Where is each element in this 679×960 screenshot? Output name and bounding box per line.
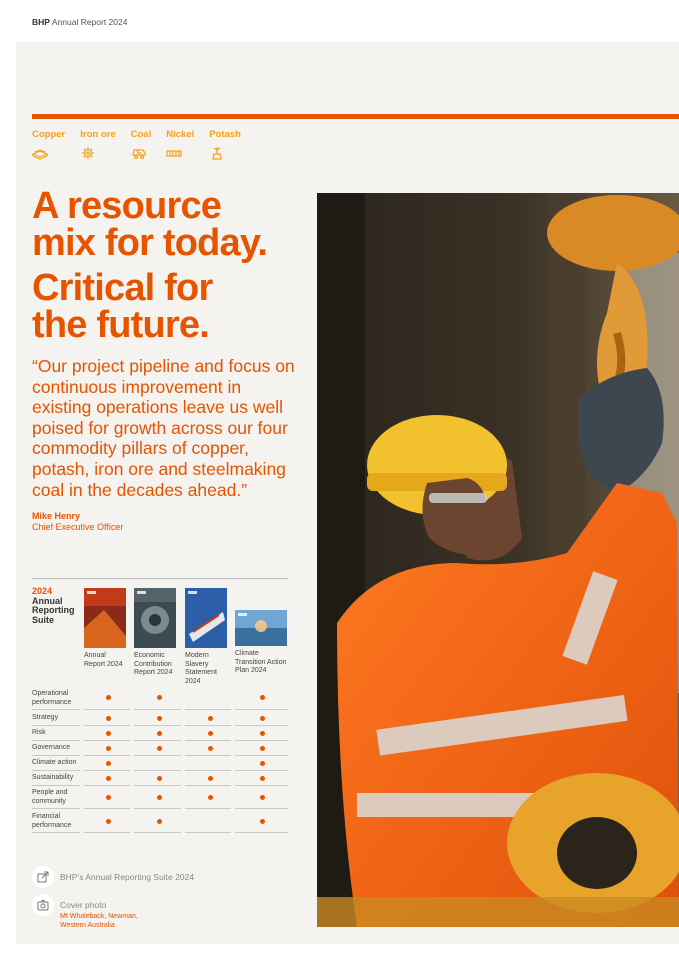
coal-icon: [131, 146, 147, 160]
coverage-dot: [106, 776, 111, 781]
coverage-dot: [260, 819, 265, 824]
headline-line: mix for today.: [32, 222, 268, 264]
coverage-dot: [260, 761, 265, 766]
accent-rule: [32, 114, 679, 119]
nickel-icon: [166, 146, 182, 160]
report-cover-climate[interactable]: [235, 588, 287, 676]
coverage-dot: [157, 776, 162, 781]
coverage-dot: [106, 819, 111, 824]
commodity-label: Potash: [209, 129, 241, 140]
cover-photo-credit: [32, 894, 138, 930]
suite-title-line: Suite: [32, 614, 55, 625]
commodity-label: Nickel: [166, 129, 195, 140]
matrix-row-label: Strategy: [32, 714, 59, 721]
commodity-iron-ore: [80, 129, 115, 160]
commodity-nickel: [166, 129, 194, 160]
commodity-label: Copper: [32, 129, 66, 140]
coverage-dot: [208, 746, 213, 751]
commodity-list: [32, 129, 256, 160]
report-cover-economic[interactable]: [134, 588, 176, 678]
coverage-dot: [106, 716, 111, 721]
coverage-dot: [106, 761, 111, 766]
matrix-row-label: Governance: [32, 744, 71, 751]
commodity-copper: [32, 129, 65, 160]
suite-link[interactable]: [32, 866, 194, 888]
suite-title-line: Annual: [32, 595, 63, 606]
matrix-row-label: Risk: [32, 729, 46, 736]
headline-line: the future.: [32, 304, 209, 346]
headline-line: Critical for: [32, 267, 213, 309]
modern-slavery-cover-image: [185, 588, 227, 648]
commodity-potash: [209, 129, 241, 160]
report-title: Annual Report 2024: [51, 17, 128, 27]
brand-name: BHP: [32, 17, 50, 27]
coverage-dot: [260, 776, 265, 781]
camera-icon: [32, 894, 54, 916]
matrix-row-label: People and community: [32, 789, 68, 805]
climate-plan-cover-image: [235, 610, 287, 646]
headline: [32, 185, 268, 346]
suite-title: [32, 587, 75, 625]
cover-location: [60, 912, 138, 930]
headline-line: A resource: [32, 185, 222, 227]
cover-photo: [317, 193, 679, 927]
report-cover-annual[interactable]: [84, 588, 126, 669]
page-header: [32, 17, 127, 27]
coverage-dot: [157, 716, 162, 721]
cover-label: Economic Contribution Report 2024: [134, 652, 173, 677]
cover-label: Modern Slavery Statement 2024: [185, 652, 217, 685]
coverage-dot: [157, 695, 162, 700]
cover-location-line: Mt Whaleback, Newman,: [60, 913, 138, 920]
coverage-dot: [260, 695, 265, 700]
external-link-icon: [32, 866, 54, 888]
suite-title-line: Reporting: [32, 605, 75, 615]
coverage-dot: [157, 731, 162, 736]
matrix-row-label: Operational performance: [32, 690, 72, 706]
coverage-dot: [157, 746, 162, 751]
suite-link-text: BHP’s Annual Reporting Suite 2024: [60, 872, 195, 882]
coverage-dot: [106, 731, 111, 736]
cover-photo-text: [60, 894, 138, 930]
quote-author: [32, 511, 123, 532]
commodity-coal: [131, 129, 152, 160]
commodity-label: Coal: [130, 129, 152, 140]
matrix-row-label: Financial performance: [32, 813, 72, 829]
coverage-dot: [208, 795, 213, 800]
coverage-dot: [106, 695, 111, 700]
report-cover-modern-slavery[interactable]: [185, 588, 227, 686]
annual-report-cover-image: [84, 588, 126, 648]
ceo-quote: “Our project pipeline and focus on continuous improvement in existing operations leave us well poised for growth across our four commodity pillars of copper, potash, iron ore and steelmaking coal in the decades ahead.”: [32, 356, 295, 500]
cover-label: Annual Report 2024: [84, 652, 123, 668]
coverage-dot: [106, 746, 111, 751]
copper-icon: [32, 146, 48, 160]
matrix-row-label: Climate action: [32, 759, 77, 766]
cover-label: Climate Transition Action Plan 2024: [235, 650, 287, 675]
iron-ore-icon: [80, 146, 96, 160]
suite-year: 2024: [32, 586, 53, 596]
coverage-dot: [260, 746, 265, 751]
coverage-dot: [260, 795, 265, 800]
author-name: Mike Henry: [32, 511, 81, 521]
suite-divider: [32, 578, 288, 579]
coverage-dot: [208, 731, 213, 736]
coverage-dot: [157, 819, 162, 824]
cover-location-line: Western Australia: [60, 922, 115, 929]
coverage-dot: [260, 731, 265, 736]
matrix-row-label: Sustainability: [32, 774, 74, 781]
potash-icon: [209, 146, 225, 160]
coverage-dot: [208, 716, 213, 721]
coverage-dot: [157, 795, 162, 800]
coverage-dot: [208, 776, 213, 781]
coverage-dot: [106, 795, 111, 800]
author-title: Chief Executive Officer: [32, 522, 124, 532]
coverage-dot: [260, 716, 265, 721]
cover-photo-label: Cover photo: [60, 900, 107, 910]
economic-report-cover-image: [134, 588, 176, 648]
commodity-label: Iron ore: [80, 129, 116, 140]
